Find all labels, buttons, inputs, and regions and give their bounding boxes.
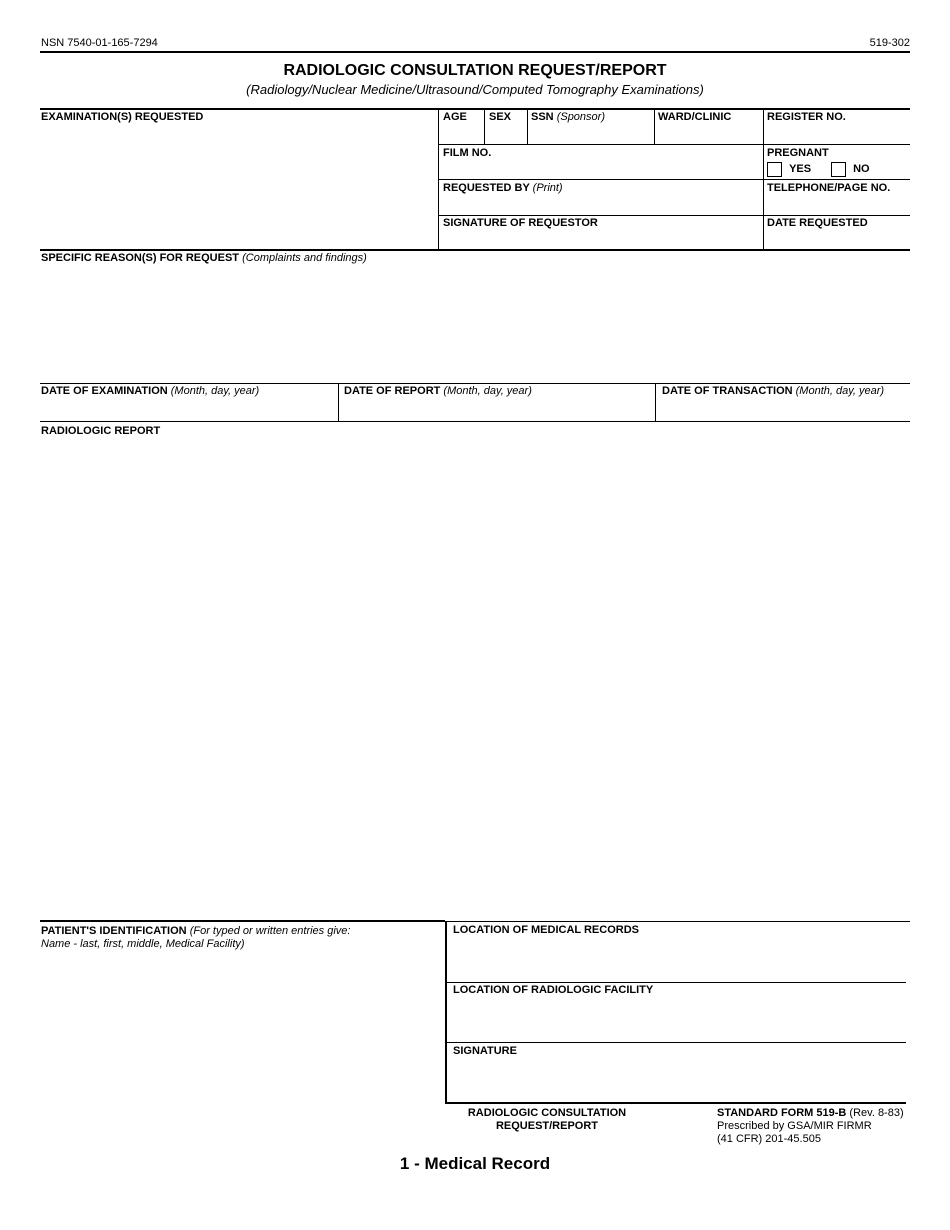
- divider: [445, 921, 447, 1103]
- section-bottom-rule: [40, 249, 910, 251]
- section-top-rule: [40, 108, 910, 110]
- divider: [438, 179, 910, 180]
- footer-form-title: RADIOLOGIC CONSULTATION REQUEST/REPORT: [467, 1107, 627, 1132]
- divider: [484, 108, 485, 144]
- divider: [338, 383, 339, 421]
- date-of-examination-field[interactable]: DATE OF EXAMINATION (Month, day, year): [41, 385, 260, 397]
- signature-field[interactable]: SIGNATURE: [453, 1045, 517, 1057]
- register-no-field[interactable]: REGISTER NO.: [767, 111, 846, 123]
- patient-identification-field[interactable]: PATIENT'S IDENTIFICATION (For typed or written entries give: Name - last, first, middle, Medical Facility): [41, 925, 351, 950]
- bottom-rule: [445, 1102, 906, 1104]
- divider: [445, 921, 910, 922]
- sex-field[interactable]: SEX: [489, 111, 512, 123]
- copy-designation: 1 - Medical Record: [399, 1154, 551, 1173]
- radiologic-report-field[interactable]: RADIOLOGIC REPORT: [41, 425, 161, 437]
- date-of-transaction-field[interactable]: DATE OF TRANSACTION (Month, day, year): [662, 385, 885, 397]
- pregnant-label: PREGNANT: [767, 147, 829, 159]
- form-code: 519-302: [869, 37, 910, 49]
- divider: [654, 108, 655, 144]
- location-radiologic-facility-field[interactable]: LOCATION OF RADIOLOGIC FACILITY: [453, 984, 654, 996]
- no-checkbox[interactable]: [831, 162, 846, 177]
- divider: [527, 108, 528, 144]
- ssn-field[interactable]: SSN (Sponsor): [531, 111, 605, 123]
- location-medical-records-field[interactable]: LOCATION OF MEDICAL RECORDS: [453, 924, 639, 936]
- pregnant-yes[interactable]: YES: [767, 162, 811, 177]
- divider: [438, 144, 910, 145]
- divider: [438, 215, 910, 216]
- divider: [40, 383, 910, 384]
- patient-id-top-rule: [40, 920, 445, 922]
- ward-clinic-field[interactable]: WARD/CLINIC: [658, 111, 732, 123]
- standard-form-info: STANDARD FORM 519-B (Rev. 8-83) Prescribed by GSA/MIR FIRMR (41 CFR) 201-45.505: [717, 1107, 904, 1145]
- divider: [447, 1042, 906, 1043]
- form-subtitle: (Radiology/Nuclear Medicine/Ultrasound/Computed Tomography Examinations): [246, 82, 704, 97]
- form-title: RADIOLOGIC CONSULTATION REQUEST/REPORT: [283, 62, 667, 79]
- film-no-field[interactable]: FILM NO.: [443, 147, 492, 159]
- telephone-field[interactable]: TELEPHONE/PAGE NO.: [767, 182, 891, 194]
- divider: [447, 982, 906, 983]
- exams-requested-field[interactable]: EXAMINATION(S) REQUESTED: [41, 111, 204, 123]
- top-rule: [40, 51, 910, 53]
- age-field[interactable]: AGE: [443, 111, 467, 123]
- pregnant-no[interactable]: NO: [831, 162, 870, 177]
- date-of-report-field[interactable]: DATE OF REPORT (Month, day, year): [344, 385, 532, 397]
- divider: [655, 383, 656, 421]
- signature-requestor-field[interactable]: SIGNATURE OF REQUESTOR: [443, 217, 598, 229]
- nsn-number: NSN 7540-01-165-7294: [41, 37, 158, 49]
- specific-reasons-field[interactable]: SPECIFIC REASON(S) FOR REQUEST (Complaints and findings): [41, 252, 367, 264]
- yes-checkbox[interactable]: [767, 162, 782, 177]
- date-requested-field[interactable]: DATE REQUESTED: [767, 217, 868, 229]
- requested-by-field[interactable]: REQUESTED BY (Print): [443, 182, 563, 194]
- divider: [40, 421, 910, 422]
